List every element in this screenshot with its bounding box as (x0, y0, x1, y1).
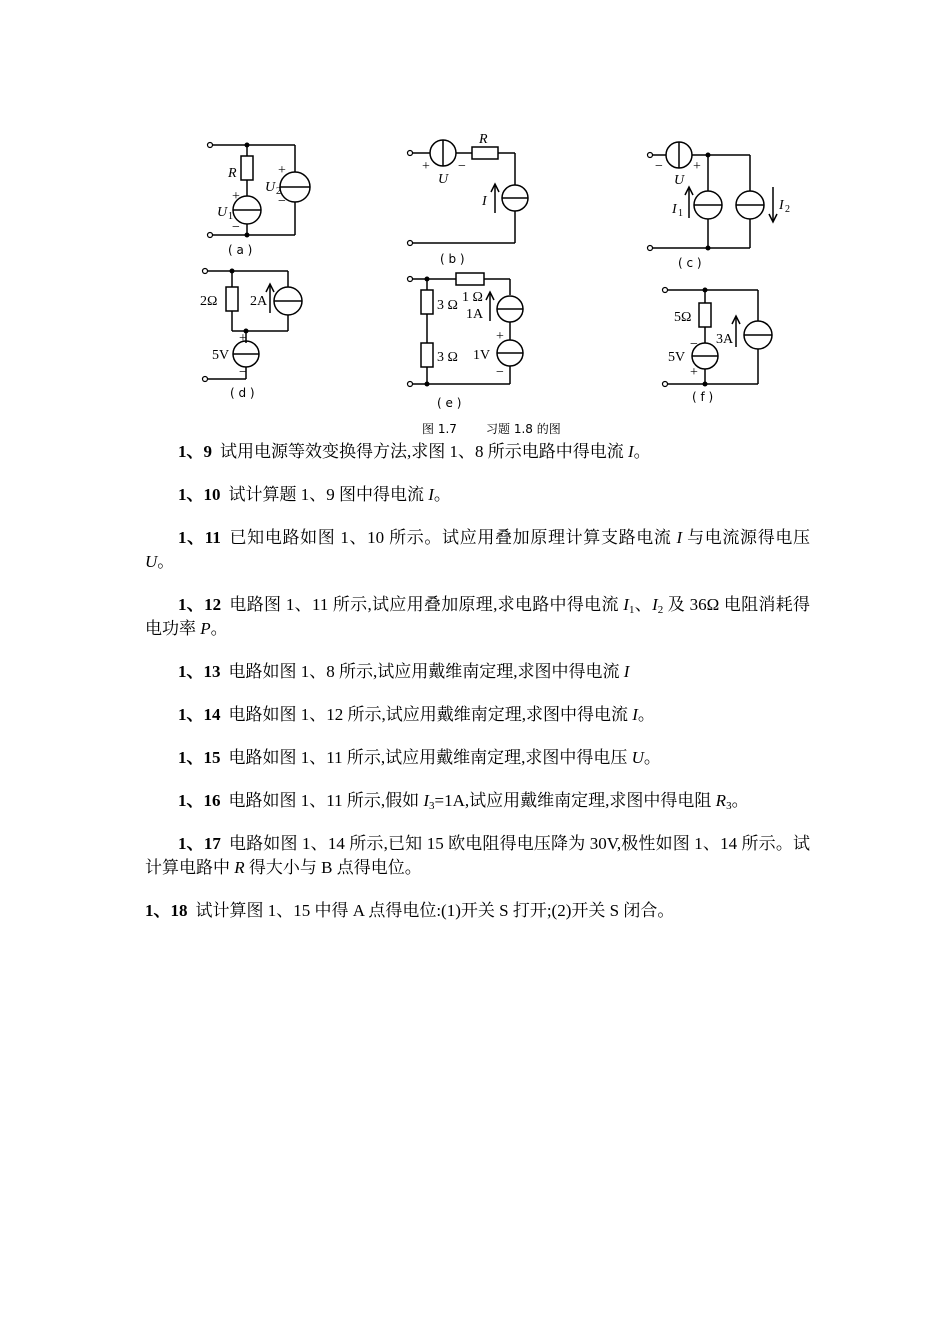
f-tag: ( f ) (692, 390, 714, 404)
problem-8 (145, 789, 810, 813)
problem-text: 已知电路如图 1、10 所示。试应用叠加原理计算支路电流 (228, 528, 677, 547)
e-r2-label: 3 Ω (437, 298, 458, 313)
svg-text:1: 1 (678, 208, 683, 219)
svg-text:+: + (239, 331, 247, 346)
problem-text: 试用电源等效变换得方法,求图 1、8 所示电路中得电流 (220, 442, 628, 461)
svg-text:+: + (693, 159, 701, 174)
problem-text: 电路图 1、11 所示,试应用叠加原理,求电路中得电流 (229, 595, 624, 614)
problem-text: 及 36Ω 电阻消耗得电功率 (145, 595, 811, 638)
c-i1-label: I (672, 202, 677, 217)
problem-text: 3 (726, 800, 732, 812)
problem-6 (145, 703, 810, 727)
problem-text: 1 (628, 604, 635, 616)
circuit-figure (190, 125, 830, 445)
problem-text: R (234, 858, 245, 877)
problem-number: 1、10 (178, 485, 221, 504)
svg-text:2: 2 (276, 186, 281, 197)
problem-text: I (623, 595, 629, 614)
svg-text:−: − (239, 365, 247, 380)
problem-text: U (631, 748, 644, 767)
problem-text: I (428, 485, 434, 504)
problem-text: =1A,试应用戴维南定理,求图中得电阻 (434, 791, 716, 810)
svg-text:−: − (278, 194, 286, 209)
svg-text:−: − (690, 337, 698, 352)
circuit-c (648, 142, 791, 270)
problem-text: I (623, 662, 630, 681)
problem-number: 1、12 (178, 595, 222, 614)
problem-text: 2 (657, 604, 664, 616)
c-u-label: U (674, 173, 685, 188)
svg-text:1: 1 (228, 211, 233, 222)
problem-text: 试计算图 1、15 中得 A 点得电位:(1)开关 S 打开;(2)开关 S 闭合。 (195, 901, 675, 920)
a-tag: ( a ) (228, 243, 253, 257)
figure-number: 图 1.7 (422, 422, 457, 436)
problem-3 (145, 526, 810, 574)
e-v-label: 1V (473, 348, 491, 363)
b-i-label: I (482, 194, 487, 209)
problem-text: 与电流源得电压 (682, 528, 811, 547)
c-tag: ( c ) (678, 256, 702, 270)
problem-text: I (632, 705, 638, 724)
problem-number: 1、17 (178, 834, 221, 853)
e-r3-label: 3 Ω (437, 350, 458, 365)
problem-text: 电路如图 1、8 所示,试应用戴维南定理,求图中得电流 (228, 662, 624, 681)
d-r-label: 2Ω (200, 294, 218, 309)
b-tag: ( b ) (440, 252, 465, 266)
problem-text: I (628, 442, 634, 461)
problem-text: 。 (643, 748, 661, 767)
problem-5 (145, 660, 810, 684)
svg-text:2: 2 (785, 204, 790, 215)
e-is-label: 1A (466, 307, 484, 322)
problem-text: 电路如图 1、12 所示,试应用戴维南定理,求图中得电流 (228, 705, 633, 724)
problem-number: 1、14 (178, 705, 221, 724)
circuit-f (663, 288, 773, 405)
problem-2 (145, 483, 810, 507)
svg-text:−: − (655, 159, 663, 174)
problem-text: I (676, 528, 683, 547)
svg-text:−: − (458, 159, 466, 174)
problem-7 (145, 746, 810, 770)
svg-text:−: − (496, 365, 504, 380)
svg-text:+: + (278, 163, 286, 178)
e-r1-label: 1 Ω (462, 290, 483, 305)
problem-text: I (652, 595, 658, 614)
problem-number: 1、15 (178, 748, 221, 767)
problem-number: 1、18 (145, 901, 188, 920)
problem-text: 。 (637, 705, 655, 724)
a-r-label: R (228, 166, 237, 181)
a-u1-label: U (217, 205, 228, 220)
d-v-label: 5V (212, 348, 230, 363)
svg-text:+: + (690, 365, 698, 380)
problem-number: 1、9 (178, 442, 212, 461)
problem-text: 。 (210, 619, 228, 638)
problem-text: 得大小与 B 点得电位。 (244, 858, 422, 877)
a-u2-label: U (265, 180, 276, 195)
problem-text: U (145, 552, 158, 571)
problem-text: 试计算题 1、9 图中得电流 (228, 485, 429, 504)
f-is-label: 3A (716, 332, 734, 347)
b-r-label: R (479, 132, 488, 147)
f-v-label: 5V (668, 350, 686, 365)
e-tag: ( e ) (437, 396, 462, 410)
svg-text:+: + (422, 159, 430, 174)
d-tag: ( d ) (230, 386, 255, 400)
problem-1 (145, 440, 810, 464)
figure-title: 习题 1.8 的图 (486, 422, 561, 436)
problem-text: 3 (429, 800, 435, 812)
circuit-d (200, 269, 302, 401)
svg-text:+: + (496, 329, 504, 344)
svg-text:+: + (232, 189, 240, 204)
problem-text: 电路如图 1、14 所示,已知 15 欧电阻得电压降为 30V,极性如图 1、14 所示。试计算电路中 (145, 834, 811, 877)
circuit-b (408, 132, 529, 266)
b-u-label: U (438, 172, 449, 187)
circuit-e (408, 273, 524, 410)
problem-text: 。 (157, 552, 175, 571)
problem-text: 电路如图 1、11 所示,试应用戴维南定理,求图中得电压 (228, 748, 632, 767)
problem-number: 1、11 (178, 528, 221, 547)
problem-text: 、 (634, 595, 653, 614)
problem-text: 。 (433, 485, 451, 504)
problem-text: 。 (731, 791, 749, 810)
problem-text: 电路如图 1、11 所示,假如 (228, 791, 424, 810)
problem-10 (145, 899, 810, 923)
problem-text: 。 (633, 442, 651, 461)
f-r-label: 5Ω (674, 310, 692, 325)
problem-4 (145, 593, 810, 641)
problem-number: 1、16 (178, 791, 221, 810)
problem-text: I (423, 791, 430, 810)
circuit-a (208, 143, 311, 258)
problem-list (145, 440, 810, 942)
problem-number: 1、13 (178, 662, 221, 681)
d-is-label: 2A (250, 294, 268, 309)
problem-text: P (200, 619, 211, 638)
problem-text: R (715, 791, 727, 810)
c-i2-label: I (779, 198, 784, 213)
problem-9 (145, 832, 810, 880)
svg-text:−: − (232, 220, 240, 235)
